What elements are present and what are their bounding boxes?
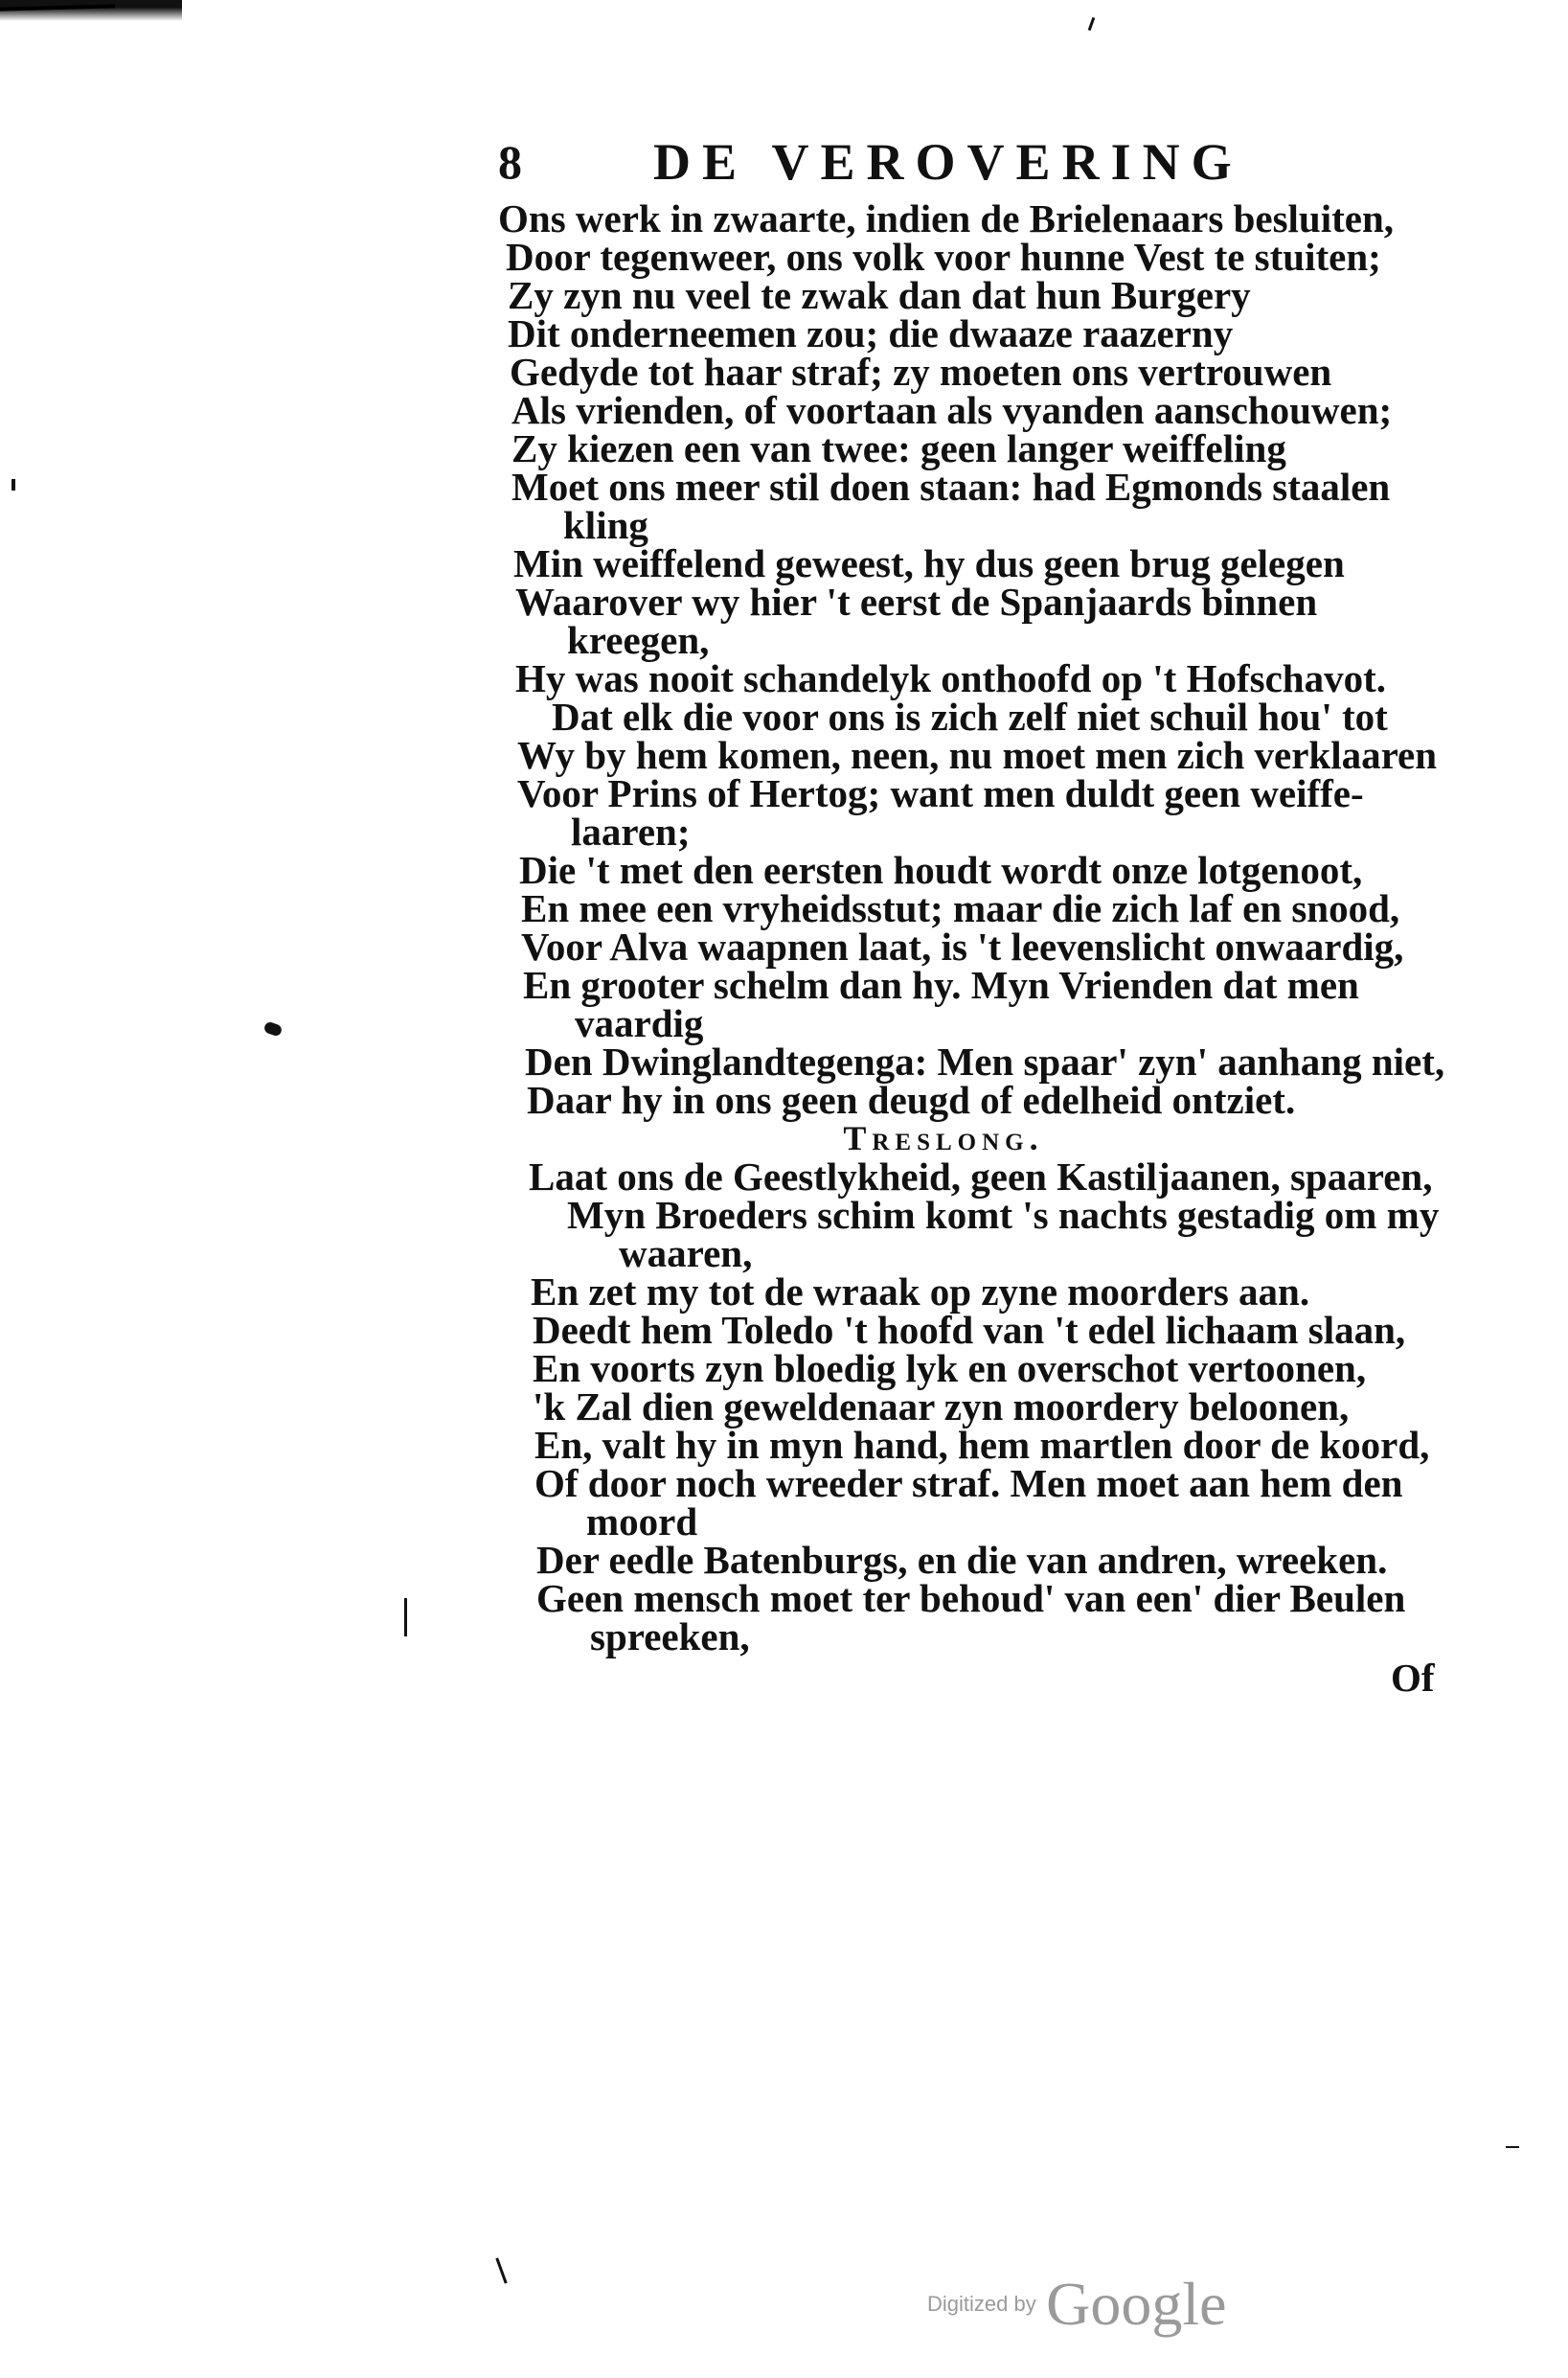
verse-line: Daar hy in ons geen deugd of edelheid ontziet. [527, 1078, 1296, 1122]
verse-line: Der eedle Batenburgs, en die van andren, wreeken. [536, 1538, 1388, 1582]
verse-line: En zet my tot de wraak op zyne moorders aan. [531, 1269, 1310, 1314]
verse-line: Gedyde tot haar straf; zy moeten ons vertrouwen [510, 350, 1332, 394]
ink-blot [262, 1020, 283, 1037]
verse-line: Wy by hem komen, neen, nu moet men zich verklaaren [517, 733, 1438, 777]
speaker-name: Treslong. [843, 1119, 1044, 1157]
verse-line-turnover: kreegen, [567, 618, 710, 662]
scan-mark [1088, 17, 1096, 31]
verse-line: Of door noch wreeder straf. Men moet aan hem den [534, 1461, 1403, 1505]
verse-line: Moet ons meer stil doen staan: had Egmonds staalen [511, 465, 1391, 509]
verse-line: Ons werk in zwaarte, indien de Brielenaars besluiten, [498, 196, 1395, 240]
verse-line: Dit onderneemen zou; die dwaaze raazerny [508, 311, 1234, 355]
verse-line: Hy was nooit schandelyk onthoofd op 't Hofschavot. [515, 656, 1386, 700]
verse-line: En grooter schelm dan hy. Myn Vrienden dat men [523, 963, 1359, 1007]
verse-line-turnover: kling [563, 503, 648, 547]
digitized-watermark [927, 2269, 1227, 2340]
verse-line: Door tegenweer, ons volk voor hunne Vest te stuiten; [506, 235, 1381, 279]
verse-line: Voor Prins of Hertog; want men duldt geen weiffe- [517, 771, 1364, 815]
scan-mark [404, 1598, 407, 1636]
scan-mark [11, 479, 15, 491]
catchword: Of [1391, 1656, 1435, 1700]
page-number: 8 [498, 135, 522, 189]
watermark-prefix: Digitized by [927, 2292, 1036, 2316]
verse-line: Die 't met den eersten houdt wordt onze lotgenoot, [519, 848, 1363, 892]
verse-line: En voorts zyn bloedig lyk en overschot vertoonen, [533, 1346, 1367, 1390]
verse-line-turnover: spreeken, [590, 1614, 750, 1658]
verse-line: Den Dwinglandtegenga: Men spaar' zyn' aanhang niet, [525, 1040, 1445, 1084]
verse-line: Zy zyn nu veel te zwak dan dat hun Burgery [508, 273, 1251, 317]
running-head-title: DE VEROVERING [653, 133, 1243, 191]
verse-line-turnover: vaardig [575, 1001, 704, 1045]
verse-line: Geen mensch moet ter behoud' van een' dier Beulen [536, 1576, 1406, 1620]
verse-line: Als vrienden, of voortaan als vyanden aanschouwen; [511, 388, 1393, 432]
verse-line-turnover: laaren; [571, 810, 691, 854]
scan-mark [1506, 2146, 1519, 2148]
verse-line: Myn Broeders schim komt 's nachts gestadig om my [567, 1193, 1440, 1237]
verse-block [498, 196, 1466, 1658]
verse-line: 'k Zal dien geweldenaar zyn moordery beloonen, [533, 1384, 1350, 1429]
verse-line: En mee een vryheidsstut; maar die zich laf en snood, [521, 886, 1400, 930]
verse-line: Deedt hem Toledo 't hoofd van 't edel lichaam slaan, [533, 1308, 1406, 1352]
verse-line: Voor Alva waapnen laat, is 't leevenslicht onwaardig, [521, 925, 1404, 969]
scan-edge-shadow [0, 0, 182, 21]
scan-mark [495, 2257, 507, 2283]
verse-line-turnover: waaren, [619, 1231, 753, 1275]
google-logo: Google [1046, 2270, 1227, 2338]
verse-line: Min weiffelend geweest, hy dus geen brug gelegen [513, 541, 1345, 585]
verse-line: Laat ons de Geestlykheid, geen Kastiljaanen, spaaren, [529, 1155, 1433, 1199]
verse-line: Dat elk die voor ons is zich zelf niet schuil hou' tot [552, 695, 1388, 739]
verse-line: Waarover wy hier 't eerst de Spanjaards binnen [515, 580, 1318, 624]
verse-line: En, valt hy in myn hand, hem martlen door de koord, [534, 1423, 1430, 1467]
verse-line-turnover: moord [586, 1499, 698, 1543]
verse-line: Zy kiezen een van twee: geen langer weiffeling [511, 426, 1286, 470]
